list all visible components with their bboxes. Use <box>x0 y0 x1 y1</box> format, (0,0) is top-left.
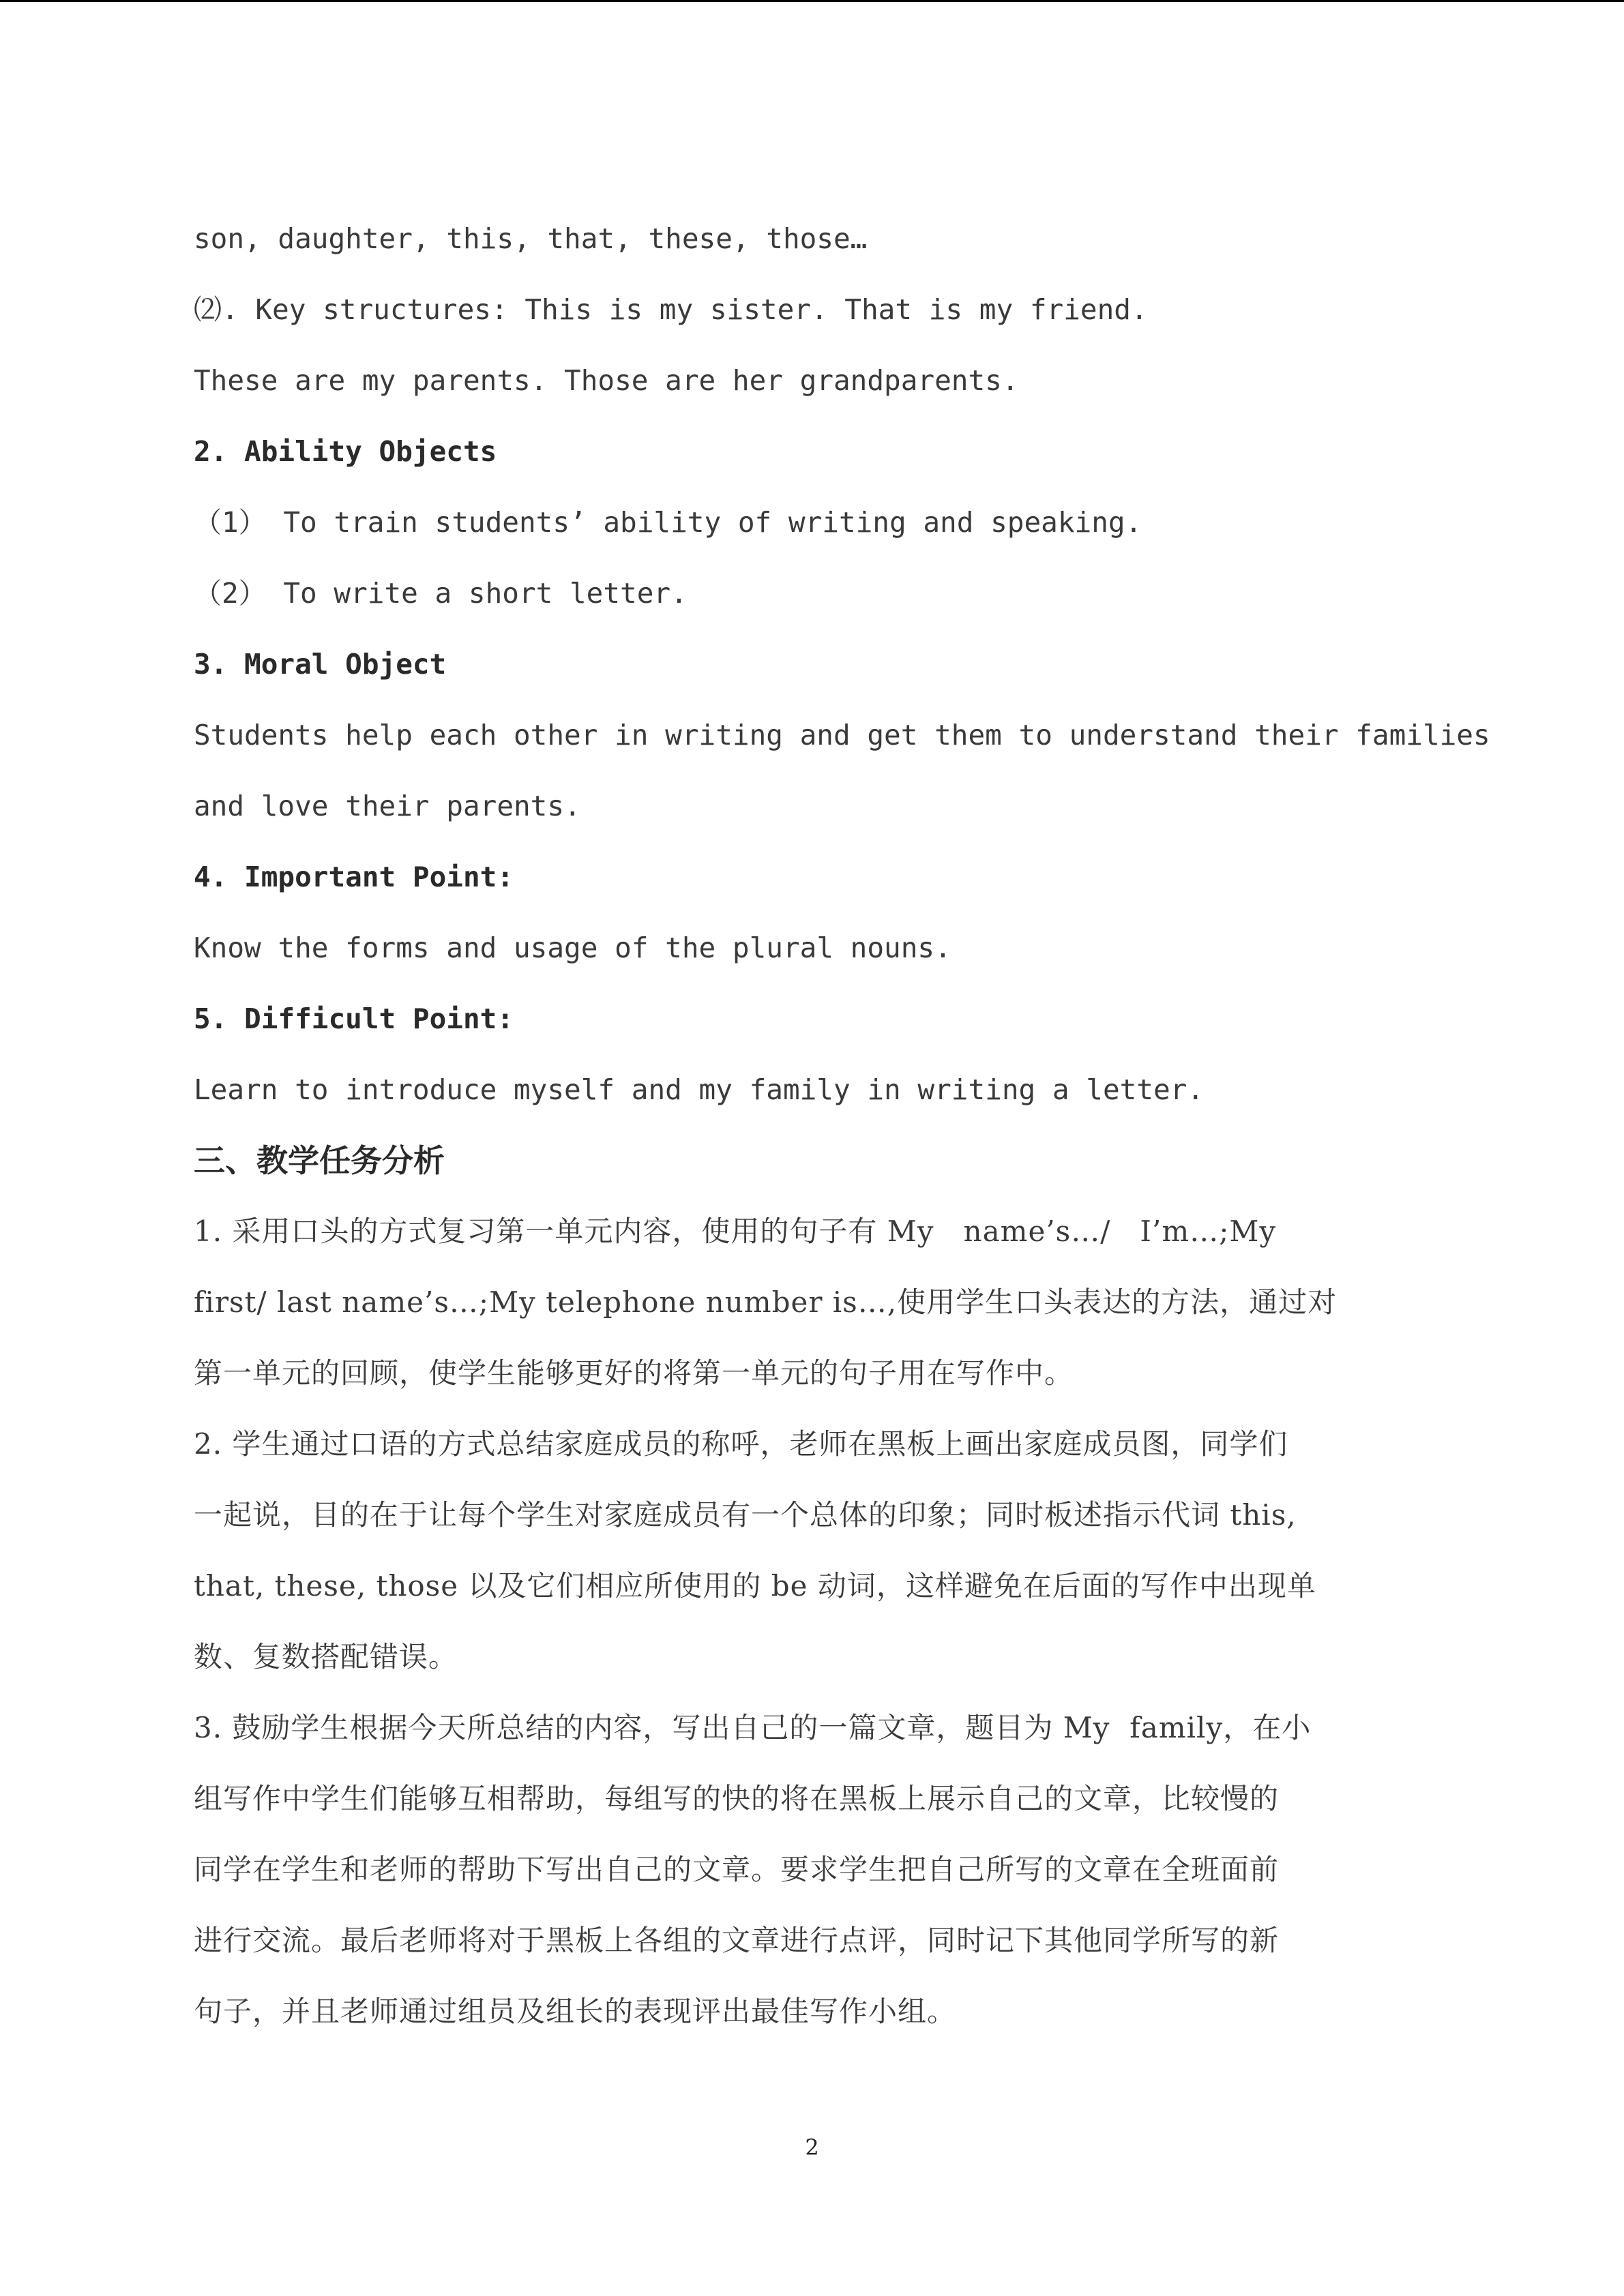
ability-item-2: （2） To write a short letter. <box>194 577 688 610</box>
task-analysis-paragraph-1-line-1: 1. 采用口头的方式复习第一单元内容，使用的句子有 My name’s…/ I’m…;My <box>194 1214 1277 1248</box>
moral-object-text-1: Students help each other in writing and get them to understand their families <box>194 719 1490 751</box>
difficult-point-text: Learn to introduce myself and my family in writing a letter. <box>194 1073 1205 1106</box>
key-structures-line-2: These are my parents. Those are her grandparents. <box>194 364 1019 397</box>
task-analysis-paragraph-2-line-2: 一起说，目的在于让每个学生对家庭成员有一个总体的印象；同时板述指示代词 this, <box>194 1498 1297 1532</box>
task-analysis-paragraph-3-line-4: 进行交流。最后老师将对于黑板上各组的文章进行点评，同时记下其他同学所写的新 <box>194 1924 1280 1957</box>
section-heading-difficult-point: 5. Difficult Point: <box>194 1002 514 1035</box>
task-analysis-paragraph-3-line-3: 同学在学生和老师的帮助下写出自己的文章。要求学生把自己所写的文章在全班面前 <box>194 1853 1280 1886</box>
document-body <box>194 217 1490 2061</box>
task-analysis-paragraph-3-line-1: 3. 鼓励学生根据今天所总结的内容，写出自己的一篇文章，题目为 My family，在小 <box>194 1711 1312 1744</box>
section-heading-task-analysis: 三、教学任务分析 <box>194 1142 445 1179</box>
task-analysis-paragraph-1-line-3: 第一单元的回顾，使学生能够更好的将第一单元的句子用在写作中。 <box>194 1356 1074 1390</box>
task-analysis-paragraph-3-line-5: 句子，并且老师通过组员及组长的表现评出最佳写作小组。 <box>194 1995 957 2028</box>
ability-item-1: （1） To train students’ ability of writing and speaking. <box>194 506 1142 539</box>
task-analysis-paragraph-3-line-2: 组写作中学生们能够互相帮助，每组写的快的将在黑板上展示自己的文章，比较慢的 <box>194 1782 1280 1815</box>
important-point-text: Know the forms and usage of the plural nouns. <box>194 931 951 964</box>
task-analysis-paragraph-2-line-3: that, these, those 以及它们相应所使用的 be 动词，这样避免在后面的写作中出现单 <box>194 1569 1316 1602</box>
section-heading-important-point: 4. Important Point: <box>194 861 514 893</box>
task-analysis-paragraph-2-line-1: 2. 学生通过口语的方式总结家庭成员的称呼，老师在黑板上画出家庭成员图，同学们 <box>194 1427 1288 1461</box>
key-structures-line: ⑵. Key structures: This is my sister. That is my friend. <box>194 293 1148 326</box>
vocabulary-line: son, daughter, this, that, these, those… <box>194 222 868 255</box>
page-top-border <box>0 0 1624 2</box>
task-analysis-paragraph-1-line-2: first/ last name’s…;My telephone number is…,使用学生口头表达的方法，通过对 <box>194 1285 1338 1319</box>
page-number: 2 <box>805 2134 819 2160</box>
moral-object-text-2: and love their parents. <box>194 790 581 822</box>
task-analysis-paragraph-2-line-4: 数、复数搭配错误。 <box>194 1640 458 1673</box>
section-heading-ability-objects: 2. Ability Objects <box>194 435 497 468</box>
section-heading-moral-object: 3. Moral Object <box>194 648 447 681</box>
